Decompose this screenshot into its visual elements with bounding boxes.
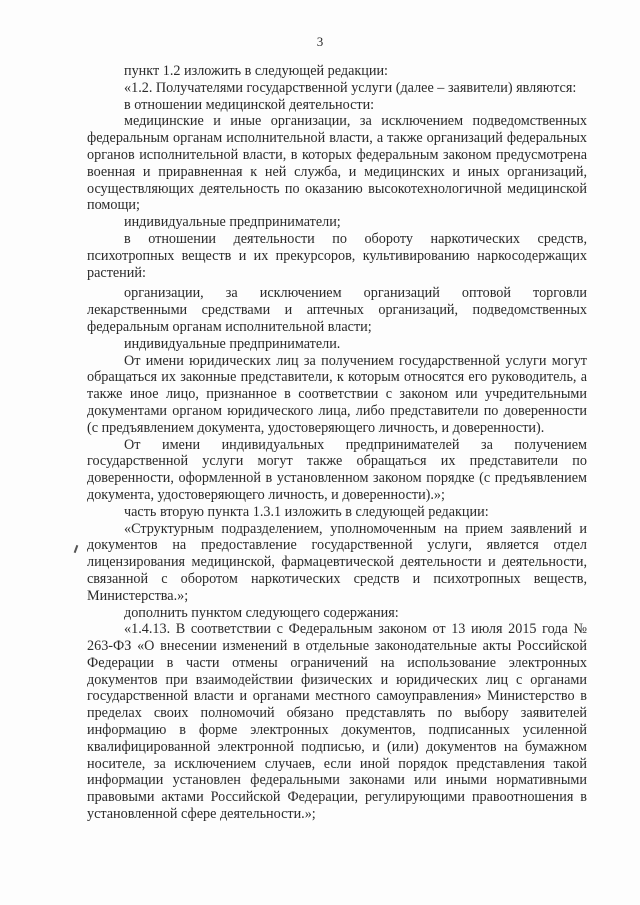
paragraph-13: дополнить пунктом следующего содержания: [124,604,399,621]
paragraph-12: «Структурным подразделением, уполномоченным на прием заявлений и документов на предоставление государственной услуги, является отдел лицензирования медицинской, фармацевтической деятельности и деятельности, связанной с оборотом наркотических средств и психотропных веществ, Министерства.»; [87,520,587,604]
paragraph-1: пункт 1.2 изложить в следующей редакции: [124,63,388,79]
page-number: 3 [316,34,324,49]
paragraph-14: «1.4.13. В соответствии с Федеральным законом от 13 июля 2015 года № 263-ФЗ «О внесении изменений в отдельные законодательные акты Российской Федерации в части отмены ограничений на использование электронных документов при взаимодействии физических и юридических лиц с органами государственной власти и органами местного самоуправления» Министерство в пределах своих полномочий обязано представлять по выбору заявителей информацию в форме электронных документов, подписанных усиленной квалифицированной электронной подписью, и (или) документов на бумажном носителе, за исключением случаев, если иной порядок представления такой информации установлен федеральными законами или иными нормативными правовыми актами Российской Федерации, регулирующими правоотношения в установленной сфере деятельности.»; [87,621,587,823]
paragraph-5: индивидуальные предприниматели; [124,214,341,231]
paragraph-11: часть вторую пункта 1.3.1 изложить в следующей редакции: [124,503,489,520]
document-body [87,63,587,823]
paragraph-7: организации, за исключением организаций оптовой торговли лекарственными средствами и аптечных организаций, подведомственных федеральным органам исполнительной власти; [87,285,587,335]
paragraph-8: индивидуальные предприниматели. [124,335,341,352]
paragraph-2: «1.2. Получателями государственной услуги (далее – заявители) являются: [124,79,577,96]
paragraph-4: медицинские и иные организации, за исключением подведомственных федеральным органам исполнительной власти, а также организаций федеральных органов исполнительной власти, в которых федеральным законом предусмотрена военная и приравненная к ней служба, и медицинских и иных организаций, осуществляющих деятельность по оказанию высокотехнологичной медицинской помощи; [87,113,587,214]
paragraph-10: От имени индивидуальных предпринимателей за получением государственной услуги могут также обращаться их представители по доверенности, оформленной в установленном законом порядке (с предъявлением документа, удостоверяющего личность, и доверенности).»; [87,436,587,503]
paragraph-6: в отношении деятельности по обороту наркотических средств, психотропных веществ и их прекурсоров, культивированию наркосодержащих растений: [87,230,587,281]
margin-mark [74,545,79,553]
paragraph-3: в отношении медицинской деятельности: [124,96,375,113]
paragraph-9: От имени юридических лиц за получением государственной услуги могут обращаться их законные представители, к которым относятся его руководитель, а также иное лицо, признанное в соответствии с законом или учредительными документами органом юридического лица, либо представители по доверенности (с предъявлением документа, удостоверяющего личность, и доверенности). [87,352,587,436]
